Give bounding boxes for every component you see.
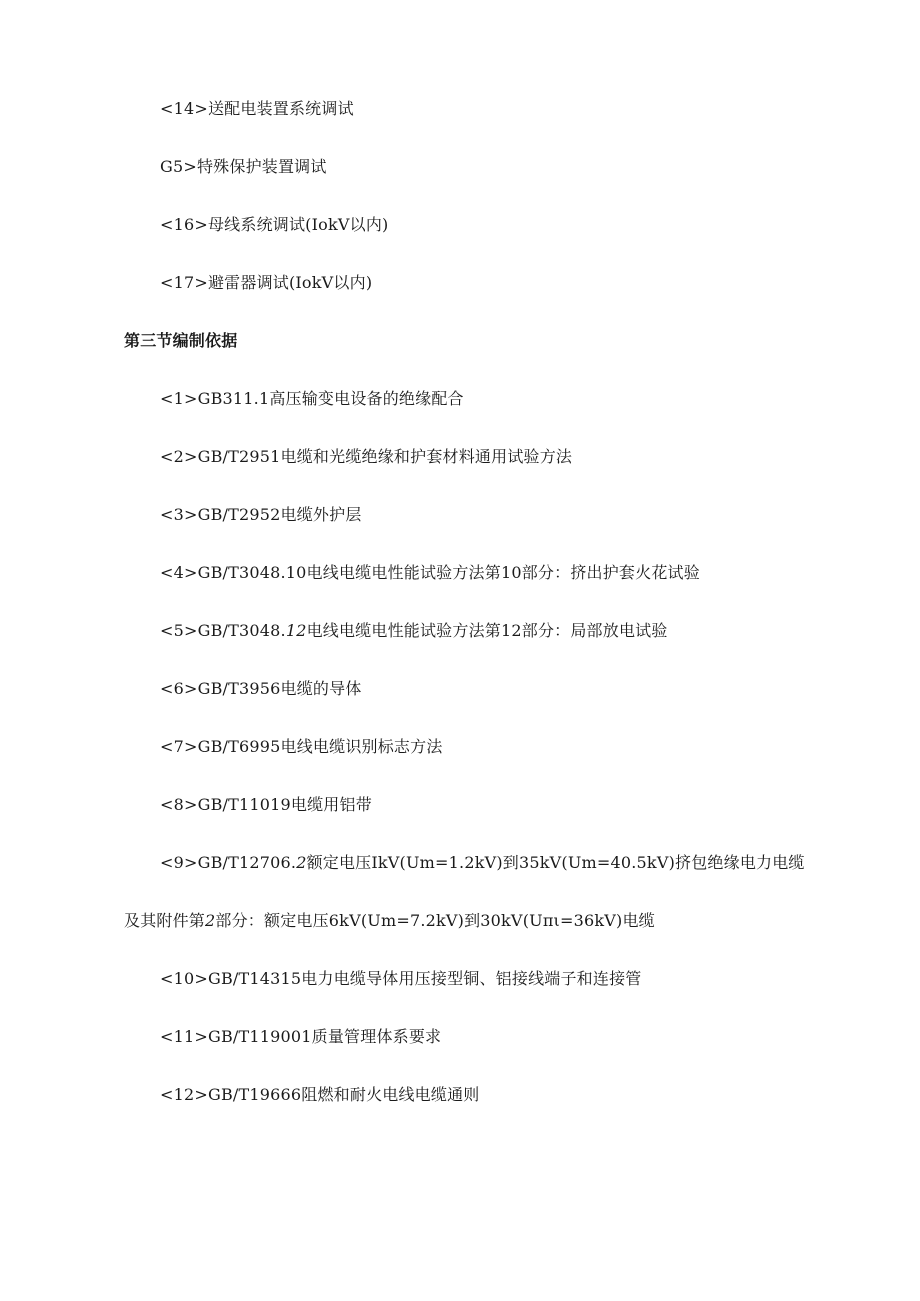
- basis-item-10: <10>GB/T14315电力电缆导体用压接型铜、铝接线端子和连接管: [160, 969, 642, 988]
- basis-item-6: <6>GB/T3956电缆的导体: [160, 679, 362, 698]
- basis-item-1: <1>GB311.1高压输变电设备的绝缘配合: [160, 389, 464, 408]
- basis-item-8: <8>GB/T11019电缆用铝带: [160, 795, 372, 814]
- list-item: <17>避雷器调试(IokV以内): [160, 273, 373, 292]
- basis-item-2: <2>GB/T2951电缆和光缆绝缘和护套材料通用试验方法: [160, 447, 573, 466]
- basis-item-4: <4>GB/T3048.10电线电缆电性能试验方法第10部分：挤出护套火花试验: [160, 563, 700, 582]
- list-item: <16>母线系统调试(IokV以内): [160, 215, 389, 234]
- basis-item-9-prefix: <9>GB/T12706.: [160, 853, 297, 872]
- basis-item-7: <7>GB/T6995电线电缆识别标志方法: [160, 737, 443, 756]
- section-heading: 第三节编制依据: [124, 331, 238, 350]
- basis-item-5-italic: 12: [285, 621, 307, 640]
- basis-item-9-suffix: 额定电压IkV(Um=1.2kV)到35kV(Um=40.5kV)挤包绝缘电力电缆: [306, 853, 805, 872]
- basis-item-9-italic: 2: [296, 853, 307, 872]
- basis-item-3: <3>GB/T2952电缆外护层: [160, 505, 362, 524]
- list-item: <14>送配电装置系统调试: [160, 99, 354, 118]
- basis-item-5-prefix: <5>GB/T3048.: [160, 621, 286, 640]
- list-item: G5>特殊保护装置调试: [160, 157, 327, 176]
- basis-item-9b-prefix: 及其附件第: [124, 911, 206, 930]
- basis-item-9b-italic: 2: [205, 911, 216, 930]
- basis-item-11: <11>GB/T119001质量管理体系要求: [160, 1027, 442, 1046]
- basis-item-12: <12>GB/T19666阻燃和耐火电线电缆通则: [160, 1085, 480, 1104]
- basis-item-9b-suffix: 部分：额定电压6kV(Um=7.2kV)到30kV(Uπι=36kV)电缆: [215, 911, 655, 930]
- basis-item-5: [160, 620, 668, 642]
- basis-item-9: [160, 852, 805, 874]
- basis-item-5-suffix: 电线电缆电性能试验方法第12部分：局部放电试验: [306, 621, 668, 640]
- basis-item-9-continuation: [124, 910, 655, 932]
